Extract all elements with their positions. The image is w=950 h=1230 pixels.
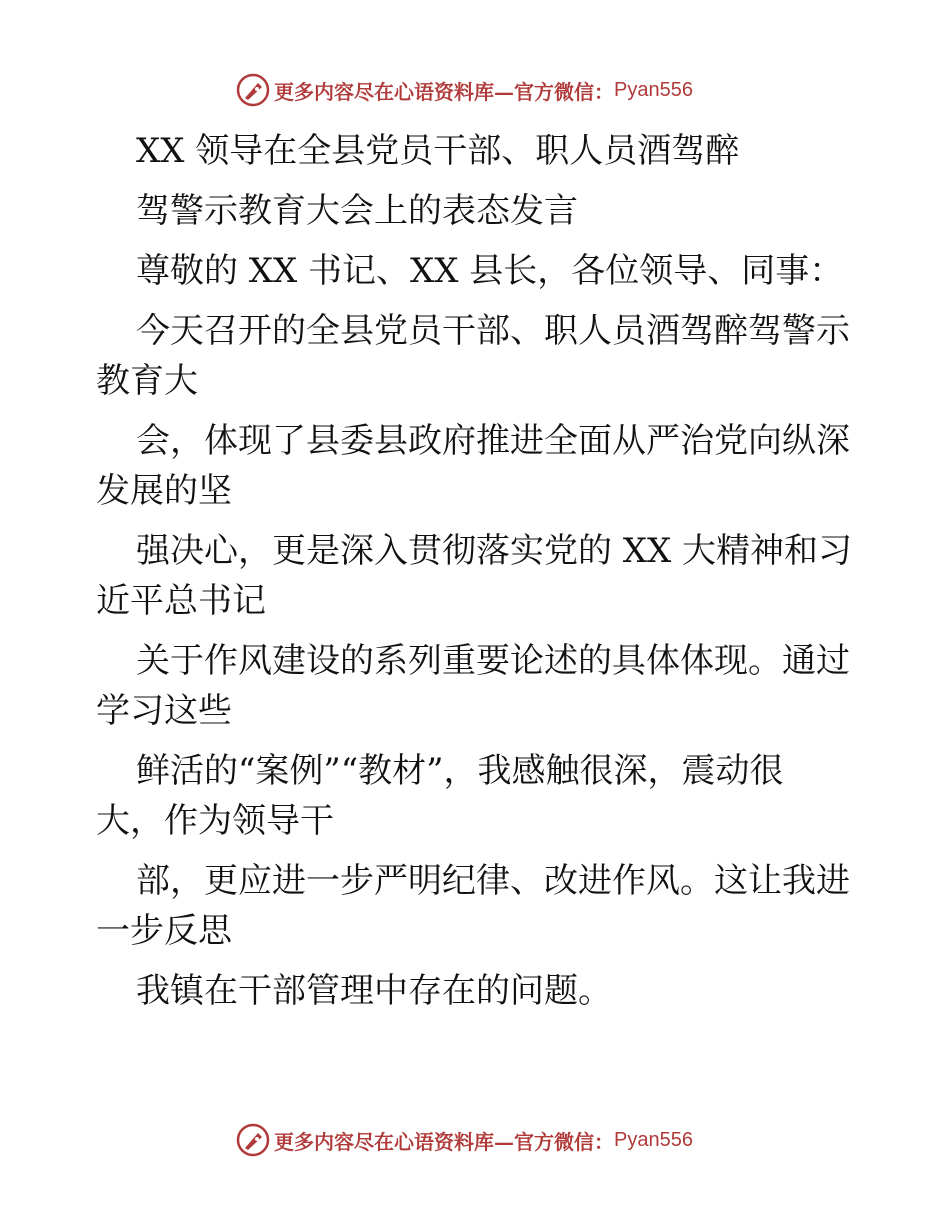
header-watermark-banner <box>236 72 693 108</box>
paragraph-line: 学习这些 <box>96 691 232 731</box>
salutation: 尊敬的 XX 书记、XX 县长，各位领导、同事： <box>136 251 844 291</box>
title-line-1: XX 领导在全县党员干部、职人员酒驾醉 <box>136 131 740 171</box>
pen-nib-logo-icon <box>236 1123 270 1157</box>
paragraph-line: 鲜活的“案例”“教材”，我感触很深，震动很 <box>136 751 784 791</box>
banner-text: 更多内容尽在心语资料库—官方微信： <box>274 79 614 104</box>
paragraph-line: 今天召开的全县党员干部、职人员酒驾醉驾警示 <box>136 311 850 351</box>
banner-wechat-id: Pyan556 <box>614 1128 693 1151</box>
paragraph-line: 近平总书记 <box>96 581 266 621</box>
paragraph-line: 强决心，更是深入贯彻落实党的 XX 大精神和习 <box>136 531 853 571</box>
paragraph-line: 部，更应进一步严明纪律、改进作风。这让我进 <box>136 861 850 901</box>
paragraph-line: 大，作为领导干 <box>96 801 334 841</box>
paragraph-line: 一步反思 <box>96 911 232 951</box>
paragraph-line: 我镇在干部管理中存在的问题。 <box>136 971 612 1011</box>
title-line-2: 驾警示教育大会上的表态发言 <box>136 191 578 231</box>
banner-wechat-id: Pyan556 <box>614 78 693 101</box>
paragraph-line: 发展的坚 <box>96 471 232 511</box>
footer-watermark-banner <box>236 1122 693 1158</box>
paragraph-line: 教育大 <box>96 361 198 401</box>
paragraph-line: 会，体现了县委县政府推进全面从严治党向纵深 <box>136 421 850 461</box>
paragraph-line: 关于作风建设的系列重要论述的具体体现。通过 <box>136 641 850 681</box>
document-body <box>96 126 856 1016</box>
banner-text: 更多内容尽在心语资料库—官方微信： <box>274 1129 614 1154</box>
pen-nib-logo-icon <box>236 73 270 107</box>
